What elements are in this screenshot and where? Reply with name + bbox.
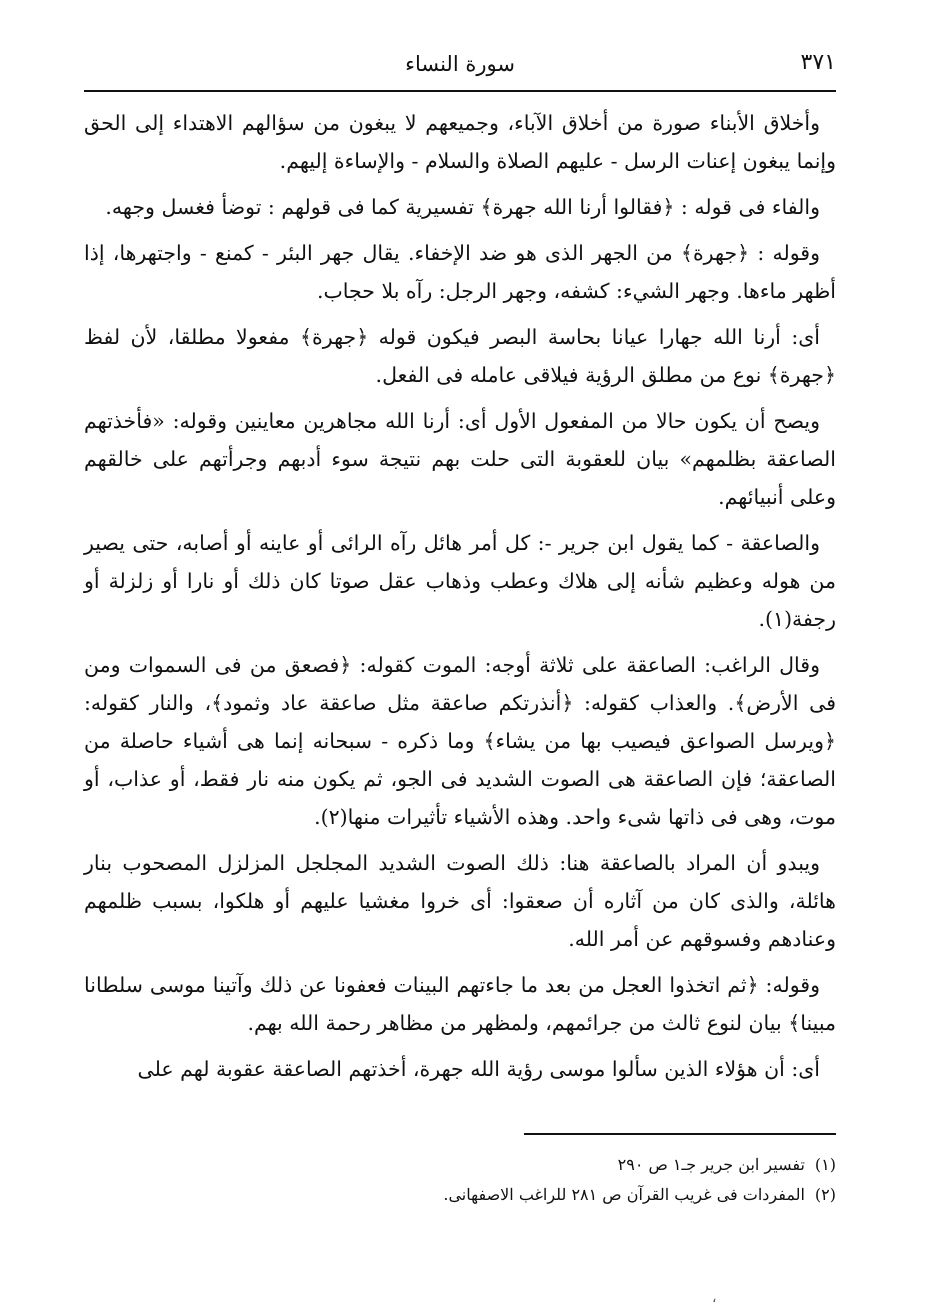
surah-title: سورة النساء: [405, 52, 515, 76]
main-text: [84, 104, 836, 1088]
paragraph: ويبدو أن المراد بالصاعقة هنا: ذلك الصوت الشديد المجلجل المزلزل المصحوب بنار هائلة، والذى كان من آثاره أن صعقوا: أى خروا مغشيا عليهم أو هلكوا، بسبب ظلمهم وعنادهم وفسوقهم عن أمر الله.: [84, 851, 836, 951]
paragraph: وقال الراغب: الصاعقة على ثلاثة أوجه: الموت كقوله: ﴿فصعق من فى السموات ومن فى الأرض﴾. والعذاب كقوله: ﴿أنذرتكم صاعقة مثل صاعقة عاد وثمود﴾، والنار كقوله: ﴿ويرسل الصواعق فيصيب بها من يشاء﴾ وما ذكره - سبحانه إنما هى أشياء حاصلة من الصاعقة؛ فإن الصاعقة هى الصوت الشديد فى الجو، ثم يكون منه نار فقط، أو عذاب، أو موت، وهى فى ذاتها شىء واحد. وهذه الأشياء تأثيرات منها(٢).: [84, 653, 836, 829]
scan-speck: ،: [712, 1290, 717, 1306]
paragraph: وأخلاق الأبناء صورة من أخلاق الآباء، وجميعهم لا يبغون من سؤالهم الاهتداء إلى الحق وإنما يبغون إعنات الرسل - عليهم الصلاة والسلام - والإساءة إليهم.: [84, 111, 836, 173]
footnote-text: تفسير ابن جرير جـ١ ص ٢٩٠: [617, 1155, 805, 1174]
footnotes: [84, 1150, 836, 1210]
paragraph: وقوله : ﴿جهرة﴾ من الجهر الذى هو ضد الإخفاء. يقال جهر البئر - كمنع - واجتهرها، إذا أظهر ماءها. وجهر الشيء: كشفه، وجهر الرجل: رآه بلا حجاب.: [84, 241, 836, 303]
footnote-number: (١): [814, 1155, 836, 1174]
footnote-divider: [524, 1133, 836, 1135]
page-number: ٣٧١: [800, 50, 836, 75]
footnote-item: [84, 1150, 836, 1180]
footnote-text: المفردات فى غريب القرآن ص ٢٨١ للراغب الاصفهانى.: [443, 1185, 805, 1204]
paragraph: والصاعقة - كما يقول ابن جرير -: كل أمر هائل رآه الرائى أو عاينه أو أصابه، حتى يصير من هوله وعظيم شأنه إلى هلاك وعطب وذهاب عقل صوتا كان ذلك أو نارا أو زلزلة أو رجفة(١).: [84, 531, 836, 631]
footnote-number: (٢): [814, 1185, 836, 1204]
paragraph: أى: أرنا الله جهارا عيانا بحاسة البصر فيكون قوله ﴿جهرة﴾ مفعولا مطلقا، لأن لفظ ﴿جهرة﴾ نوع من مطلق الرؤية فيلاقى عامله فى الفعل.: [84, 325, 836, 387]
paragraph: والفاء فى قوله : ﴿فقالوا أرنا الله جهرة﴾ تفسيرية كما فى قولهم : توضأ فغسل وجهه.: [105, 195, 820, 219]
paragraph: وقوله: ﴿ثم اتخذوا العجل من بعد ما جاءتهم البينات فعفونا عن ذلك وآتينا موسى سلطانا مبينا﴾ بيان لنوع ثالث من جرائمهم، ولمظهر من مظاهر رحمة الله بهم.: [84, 973, 836, 1035]
paragraph: أى: أن هؤلاء الذين سألوا موسى رؤية الله جهرة، أخذتهم الصاعقة عقوبة لهم على: [137, 1057, 820, 1081]
book-page: [84, 40, 836, 1270]
footnote-item: [84, 1180, 836, 1210]
page-header: [84, 40, 836, 92]
paragraph: ويصح أن يكون حالا من المفعول الأول أى: أرنا الله مجاهرين معاينين وقوله: «فأخذتهم الصاعقة بظلمهم» بيان للعقوبة التى حلت بهم نتيجة سوء أدبهم وجرأتهم على خالقهم وعلى أنبيائهم.: [84, 409, 836, 509]
